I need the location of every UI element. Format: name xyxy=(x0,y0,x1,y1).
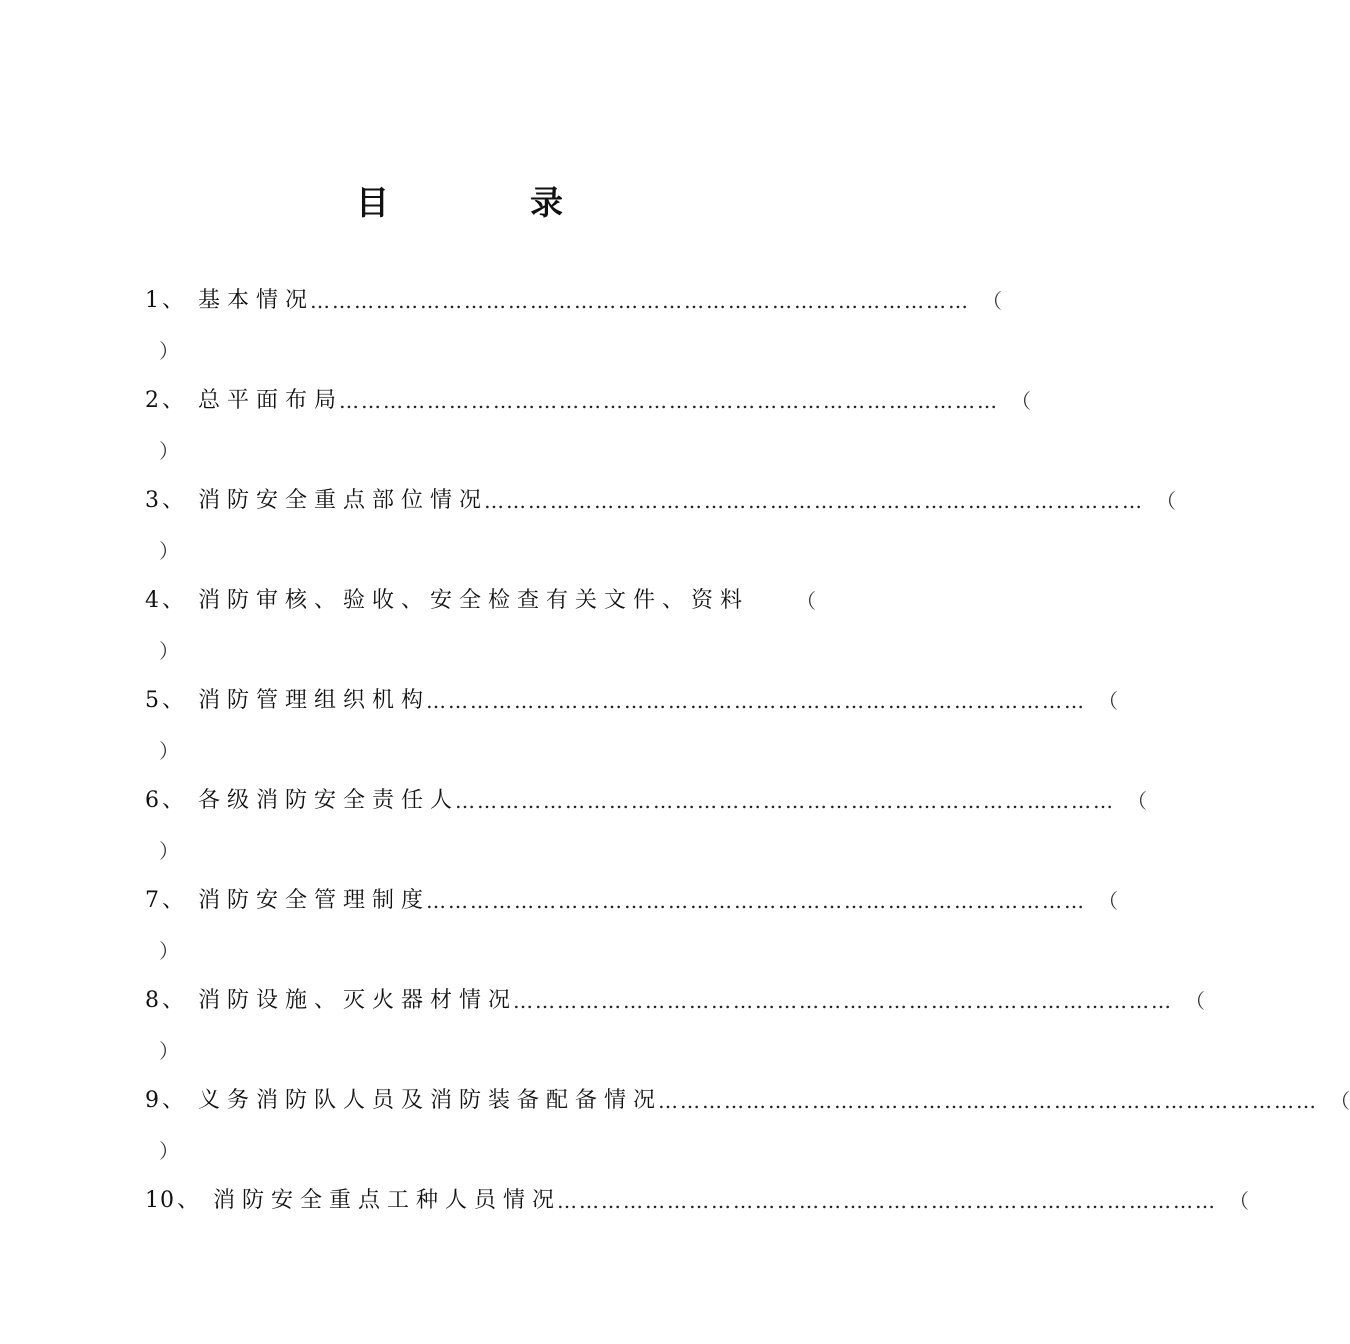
toc-number: 6 xyxy=(145,788,160,813)
page-ref-open: （ xyxy=(1229,1189,1250,1213)
page-ref-open: （ xyxy=(1330,1089,1350,1113)
toc-leader: ……………………………………………………………………………… xyxy=(310,289,971,313)
toc-entry-1 xyxy=(145,280,1003,380)
toc-entry-3 xyxy=(145,480,1177,580)
toc-entry-10 xyxy=(145,1180,1250,1280)
toc-separator: 、 xyxy=(162,288,185,313)
title-char-2: 录 xyxy=(530,183,563,222)
toc-leader: ……………………………………………………………………………… xyxy=(426,689,1087,713)
toc-separator: 、 xyxy=(162,588,185,613)
table-of-contents xyxy=(145,280,1350,1280)
toc-leader: ……………………………………………………………………………… xyxy=(339,389,1000,413)
page-ref-open: （ xyxy=(982,289,1003,313)
toc-number: 7 xyxy=(145,888,160,913)
toc-entry-9 xyxy=(145,1080,1350,1180)
toc-leader: ……………………………………………………………………………… xyxy=(484,489,1145,513)
toc-separator: 、 xyxy=(162,388,185,413)
toc-label: 消防审核、验收、安全检查有关文件、资料 xyxy=(198,588,750,613)
page-ref-close: ） xyxy=(159,939,179,963)
toc-label: 消防安全管理制度 xyxy=(198,888,431,913)
toc-separator: 、 xyxy=(162,488,185,513)
page-ref-close: ） xyxy=(159,339,179,363)
toc-number: 3 xyxy=(145,488,160,513)
toc-entry-2 xyxy=(145,380,1032,480)
page-ref-open: （ xyxy=(1185,989,1206,1013)
toc-entry-5 xyxy=(145,680,1119,780)
toc-separator: 、 xyxy=(162,1088,185,1113)
title-char-1: 目 xyxy=(356,183,389,222)
page-ref-close: ） xyxy=(159,639,179,663)
toc-separator: 、 xyxy=(177,1188,200,1213)
page-ref-close: ） xyxy=(159,839,179,863)
toc-entry-8 xyxy=(145,980,1206,1080)
page-title xyxy=(0,178,950,228)
page-ref-open: （ xyxy=(1127,789,1148,813)
page-ref-close: ） xyxy=(159,1039,179,1063)
toc-label: 义务消防队人员及消防装备配备情况 xyxy=(198,1088,663,1113)
page-ref-close: ） xyxy=(159,539,179,563)
page-ref-close: ） xyxy=(159,1139,179,1163)
toc-number: 9 xyxy=(145,1088,160,1113)
toc-number: 5 xyxy=(145,688,160,713)
toc-number: 1 xyxy=(145,288,160,313)
toc-leader: ……………………………………………………………………………… xyxy=(513,989,1174,1013)
toc-number: 4 xyxy=(145,588,160,613)
toc-separator: 、 xyxy=(162,888,185,913)
toc-label: 各级消防安全责任人 xyxy=(198,788,460,813)
toc-label: 基本情况 xyxy=(198,288,315,313)
toc-number: 8 xyxy=(145,988,160,1013)
toc-separator: 、 xyxy=(162,988,185,1013)
toc-label: 消防设施、灭火器材情况 xyxy=(198,988,518,1013)
page-ref-close: ） xyxy=(159,439,179,463)
toc-leader: ……………………………………………………………………………… xyxy=(455,789,1116,813)
page-ref-open: （ xyxy=(1098,689,1119,713)
toc-leader: ……………………………………………………………………………… xyxy=(426,889,1087,913)
toc-number: 10 xyxy=(145,1188,175,1213)
toc-label: 消防安全重点工种人员情况 xyxy=(213,1188,562,1213)
toc-number: 2 xyxy=(145,388,160,413)
toc-separator: 、 xyxy=(162,688,185,713)
page-ref-open: （ xyxy=(796,589,816,613)
toc-entry-4 xyxy=(145,580,816,680)
toc-leader: ……………………………………………………………………………… xyxy=(658,1089,1319,1113)
toc-label: 总平面布局 xyxy=(198,388,344,413)
toc-label: 消防安全重点部位情况 xyxy=(198,488,489,513)
page-ref-open: （ xyxy=(1011,389,1032,413)
page-ref-close: ） xyxy=(159,739,179,763)
page-ref-open: （ xyxy=(1156,489,1177,513)
toc-label: 消防管理组织机构 xyxy=(198,688,431,713)
toc-separator: 、 xyxy=(162,788,185,813)
page-ref-open: （ xyxy=(1098,889,1119,913)
toc-entry-6 xyxy=(145,780,1148,880)
toc-entry-7 xyxy=(145,880,1119,980)
toc-leader: ……………………………………………………………………………… xyxy=(557,1189,1218,1213)
